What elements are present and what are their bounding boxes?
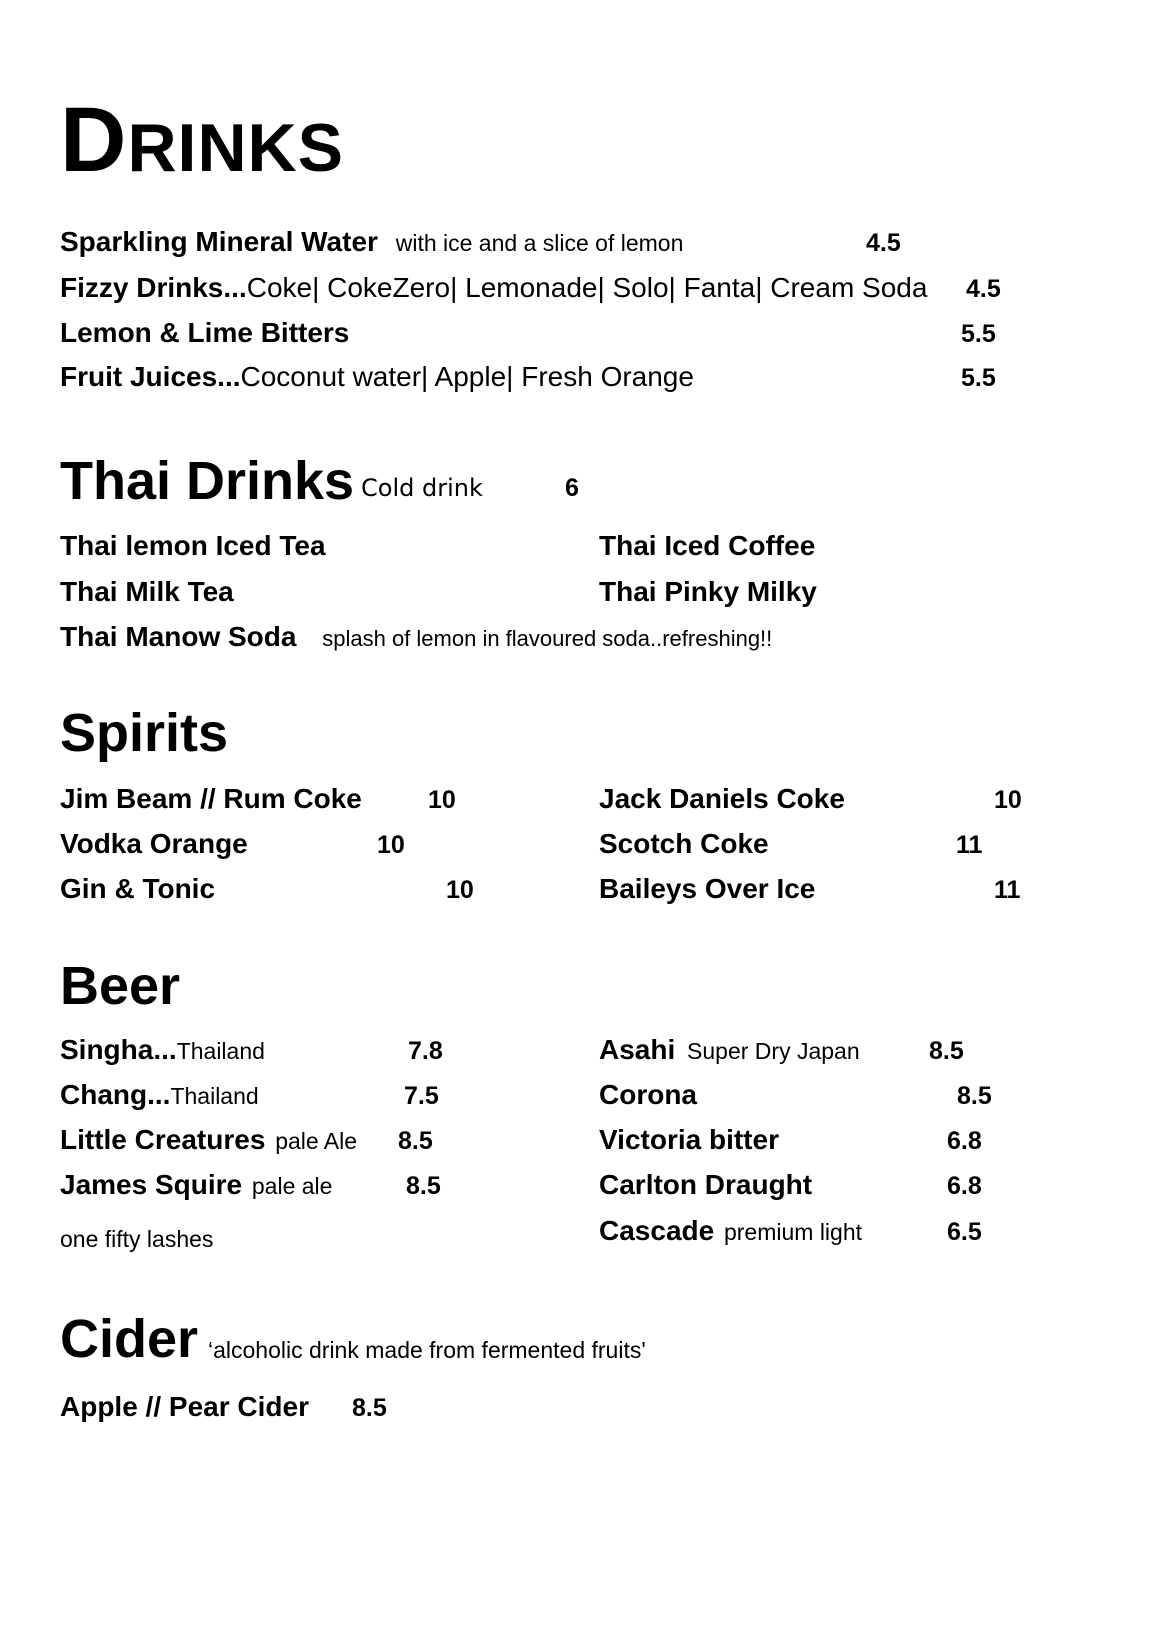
menu-item (60, 361, 694, 393)
menu-item (60, 272, 927, 304)
item-price: 6.8 (947, 1127, 982, 1155)
item-name: James Squire (60, 1169, 243, 1200)
item-price: 7.5 (404, 1082, 439, 1110)
item-price: 4.5 (866, 229, 901, 257)
item-price: 5.5 (961, 320, 996, 348)
menu-item: Apple // Pear Cider (60, 1391, 309, 1422)
menu-note: one fifty lashes (60, 1226, 214, 1252)
menu-item (60, 1079, 259, 1111)
menu-item: Corona (599, 1079, 697, 1110)
item-price: 10 (446, 876, 474, 904)
item-description: Coke| CokeZero| Lemonade| Solo| Fanta| Cream Soda (246, 272, 928, 303)
item-description: Coconut water| Apple| Fresh Orange (240, 361, 694, 392)
item-price: 4.5 (966, 275, 1001, 303)
menu-item (60, 226, 683, 258)
item-name: Little Creatures (60, 1124, 266, 1155)
item-description: pale Ale (275, 1128, 358, 1154)
menu-item: Victoria bitter (599, 1124, 779, 1155)
menu-item: Thai lemon Iced Tea (60, 530, 326, 561)
item-price: 11 (956, 831, 983, 859)
menu-item (599, 1034, 860, 1066)
menu-item (60, 621, 772, 653)
item-price: 5.5 (961, 364, 996, 392)
section-heading-thai-drinks: Thai Drinks (60, 451, 355, 511)
menu-item (60, 1124, 357, 1156)
item-name: Cascade (599, 1215, 715, 1246)
item-price: 6.8 (947, 1172, 982, 1200)
item-name: Asahi (599, 1034, 676, 1065)
page-title: DRINKS (60, 89, 345, 191)
item-name: Fruit Juices... (60, 361, 241, 392)
menu-item: Baileys Over Ice (599, 873, 816, 904)
menu-item: Jim Beam // Rum Coke (60, 783, 362, 814)
section-subheading: Cold drink (361, 474, 483, 502)
item-name: Thai Manow Soda (60, 621, 297, 652)
item-price: 8.5 (398, 1127, 433, 1155)
item-name: Lemon & Lime Bitters (60, 317, 350, 348)
menu-item: Jack Daniels Coke (599, 783, 845, 814)
menu-item: Carlton Draught (599, 1169, 813, 1200)
menu-item: Thai Pinky Milky (599, 576, 817, 607)
item-name: Fizzy Drinks... (60, 272, 247, 303)
item-price: 8.5 (352, 1394, 387, 1422)
item-description: splash of lemon in flavoured soda..refreshing!! (322, 626, 773, 651)
item-price: 6.5 (947, 1218, 982, 1246)
section-price: 6 (565, 474, 579, 502)
menu-item (60, 1034, 265, 1066)
item-description: Thailand (170, 1083, 259, 1109)
menu-item: Thai Milk Tea (60, 576, 234, 607)
section-heading-beer: Beer (60, 956, 181, 1016)
menu-item: Thai Iced Coffee (599, 530, 816, 561)
item-description: premium light (723, 1219, 863, 1245)
item-name: Singha... (60, 1034, 177, 1065)
item-name: Sparkling Mineral Water (60, 226, 378, 257)
section-subheading: ‘alcoholic drink made from fermented fruits' (208, 1337, 646, 1363)
menu-item: Gin & Tonic (60, 873, 216, 904)
item-price: 11 (994, 876, 1021, 904)
menu-item: Vodka Orange (60, 828, 248, 859)
item-name: Chang... (60, 1079, 171, 1110)
item-description: pale ale (251, 1173, 333, 1199)
item-description: Thailand (176, 1038, 265, 1064)
item-price: 8.5 (929, 1037, 964, 1065)
item-description: with ice and a slice of lemon (395, 230, 684, 256)
menu-item (60, 1169, 332, 1201)
menu-item: Scotch Coke (599, 828, 769, 859)
menu-item (60, 317, 349, 349)
section-heading-cider: Cider (60, 1309, 199, 1369)
item-price: 10 (428, 786, 456, 814)
item-description: Super Dry Japan (687, 1038, 860, 1064)
menu-item (599, 1215, 862, 1247)
section-heading-spirits: Spirits (60, 703, 229, 763)
item-price: 10 (377, 831, 405, 859)
item-price: 8.5 (957, 1082, 992, 1110)
item-price: 7.8 (408, 1037, 443, 1065)
item-price: 8.5 (406, 1172, 441, 1200)
item-price: 10 (994, 786, 1022, 814)
